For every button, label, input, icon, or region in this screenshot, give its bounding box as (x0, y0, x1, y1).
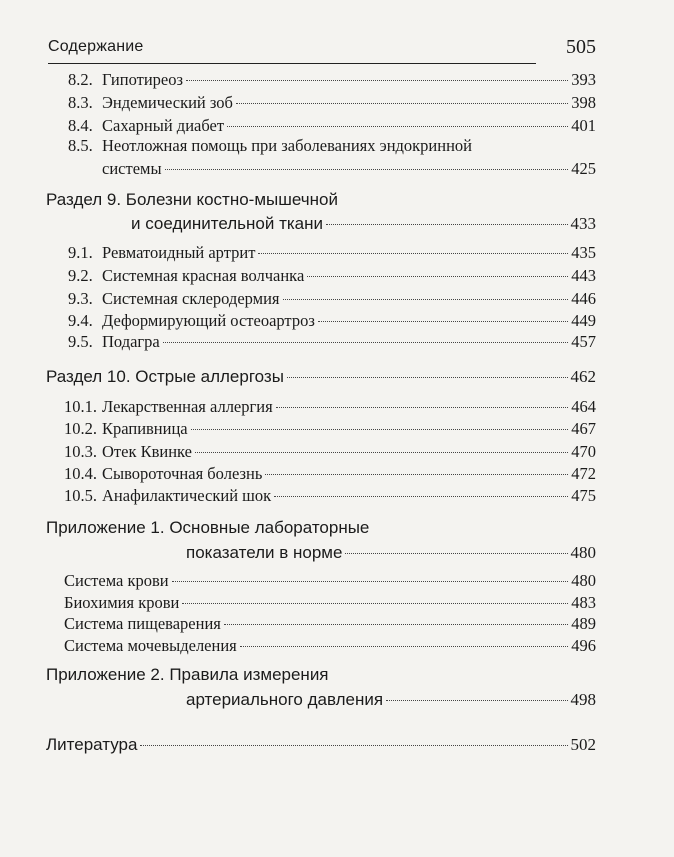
entry-number: 8.3. (68, 93, 93, 112)
dot-leader (307, 276, 568, 277)
entry-page: 443 (571, 266, 596, 285)
dot-leader (240, 646, 568, 647)
dot-leader (276, 407, 569, 408)
section-page: 462 (570, 367, 596, 386)
toc-entry-10-1[interactable] (64, 397, 596, 417)
dot-leader (140, 745, 567, 746)
entry-title: Эндемический зоб (102, 93, 233, 112)
page-number: 505 (566, 36, 596, 58)
toc-entry-8-4[interactable] (68, 116, 596, 136)
toc-entry-8-3[interactable] (68, 93, 596, 113)
toc-entry-8-2[interactable] (68, 70, 596, 90)
appendix-2-title-line2[interactable] (186, 690, 596, 710)
dot-leader (165, 169, 569, 170)
dot-leader (224, 624, 568, 625)
entry-number: 10.1. (64, 397, 97, 416)
entry-title: Анафилактический шок (102, 486, 272, 505)
entry-title: Система мочевыделения (64, 636, 237, 655)
toc-entry-10-2[interactable] (64, 419, 596, 439)
entry-number: 9.2. (68, 266, 93, 285)
section-9-title-line1[interactable]: Раздел 9. Болезни костно-мышечной (46, 190, 338, 209)
literature-title: Литература (46, 735, 138, 754)
entry-number: 10.4. (64, 464, 97, 483)
entry-page: 489 (571, 614, 596, 633)
entry-title-line2: системы (102, 159, 162, 178)
appendix-page: 480 (570, 543, 596, 562)
toc-entry-9-1[interactable] (68, 243, 596, 263)
dot-leader (386, 700, 567, 701)
dot-leader (345, 553, 567, 554)
dot-leader (195, 452, 568, 453)
entry-number: 9.5. (68, 332, 93, 351)
appendix-title-line2: показатели в норме (186, 543, 343, 562)
toc-entry-9-5[interactable] (68, 332, 596, 352)
toc-entry-10-4[interactable] (64, 464, 596, 484)
toc-entry-urinary-system[interactable] (64, 636, 596, 656)
entry-page: 467 (571, 419, 596, 438)
section-title-line2: и соединительной ткани (131, 214, 324, 233)
toc-entry-8-5-line2[interactable] (102, 159, 596, 179)
entry-title: Системная склеродермия (102, 289, 280, 308)
toc-entry-blood-system[interactable] (64, 571, 596, 591)
dot-leader (227, 126, 568, 127)
entry-title: Системная красная волчанка (102, 266, 305, 285)
dot-leader (191, 429, 569, 430)
dot-leader (236, 103, 568, 104)
entry-title: Система крови (64, 571, 169, 590)
entry-page: 483 (571, 593, 596, 612)
entry-page: 480 (571, 571, 596, 590)
dot-leader (186, 80, 568, 81)
entry-page: 449 (571, 311, 596, 330)
entry-title: Ревматоидный артрит (102, 243, 256, 262)
section-title: Раздел 10. Острые аллергозы (46, 367, 284, 386)
entry-page: 398 (571, 93, 596, 112)
toc-entry-9-4[interactable] (68, 311, 596, 331)
entry-page: 446 (571, 289, 596, 308)
entry-title: Лекарственная аллергия (102, 397, 273, 416)
section-9-title-line2[interactable] (131, 214, 596, 234)
entry-title: Крапивница (102, 419, 188, 438)
entry-number: 10.5. (64, 486, 97, 505)
entry-page: 475 (571, 486, 596, 505)
toc-entry-8-5-line1[interactable] (68, 136, 472, 156)
entry-page: 472 (571, 464, 596, 483)
entry-page: 393 (571, 70, 596, 89)
dot-leader (182, 603, 568, 604)
entry-page: 464 (571, 397, 596, 416)
appendix-page: 498 (570, 690, 596, 709)
entry-page: 401 (571, 116, 596, 135)
toc-entry-blood-biochemistry[interactable] (64, 593, 596, 613)
literature-entry[interactable] (46, 735, 596, 755)
entry-page: 425 (571, 159, 596, 178)
toc-entry-9-2[interactable] (68, 266, 596, 286)
section-10-title[interactable] (46, 367, 596, 387)
header-rule (48, 63, 536, 64)
entry-page: 496 (571, 636, 596, 655)
entry-number: 10.3. (64, 442, 97, 461)
entry-number: 10.2. (64, 419, 97, 438)
toc-entry-10-3[interactable] (64, 442, 596, 462)
entry-number: 8.5. (68, 136, 93, 155)
appendix-2-title-line1[interactable]: Приложение 2. Правила измерения (46, 665, 329, 684)
dot-leader (326, 224, 567, 225)
entry-number: 9.4. (68, 311, 93, 330)
entry-title: Отек Квинке (102, 442, 192, 461)
entry-number: 9.3. (68, 289, 93, 308)
dot-leader (274, 496, 568, 497)
running-header-title: Содержание (48, 38, 144, 55)
dot-leader (318, 321, 568, 322)
toc-entry-9-3[interactable] (68, 289, 596, 309)
dot-leader (172, 581, 569, 582)
dot-leader (283, 299, 569, 300)
toc-entry-10-5[interactable] (64, 486, 596, 506)
entry-number: 9.1. (68, 243, 93, 262)
entry-title-line1: Неотложная помощь при заболеваниях эндокринной (102, 136, 473, 155)
entry-title: Сывороточная болезнь (102, 464, 263, 483)
entry-page: 457 (571, 332, 596, 351)
literature-page: 502 (570, 735, 596, 754)
entry-page: 470 (571, 442, 596, 461)
toc-entry-digestive-system[interactable] (64, 614, 596, 634)
dot-leader (265, 474, 568, 475)
appendix-1-title-line1[interactable]: Приложение 1. Основные лабораторные (46, 518, 370, 537)
entry-title: Биохимия крови (64, 593, 180, 612)
dot-leader (258, 253, 568, 254)
dot-leader (163, 342, 569, 343)
entry-title: Сахарный диабет (102, 116, 225, 135)
entry-title: Система пищеварения (64, 614, 221, 633)
dot-leader (287, 377, 568, 378)
running-header (48, 36, 596, 70)
appendix-title-line2: артериального давления (186, 690, 384, 709)
entry-title: Подагра (102, 332, 160, 351)
entry-title: Деформирующий остеоартроз (102, 311, 315, 330)
section-page: 433 (570, 214, 596, 233)
entry-number: 8.2. (68, 70, 93, 89)
appendix-1-title-line2[interactable] (186, 543, 596, 563)
entry-page: 435 (571, 243, 596, 262)
entry-title: Гипотиреоз (102, 70, 183, 89)
entry-number: 8.4. (68, 116, 93, 135)
